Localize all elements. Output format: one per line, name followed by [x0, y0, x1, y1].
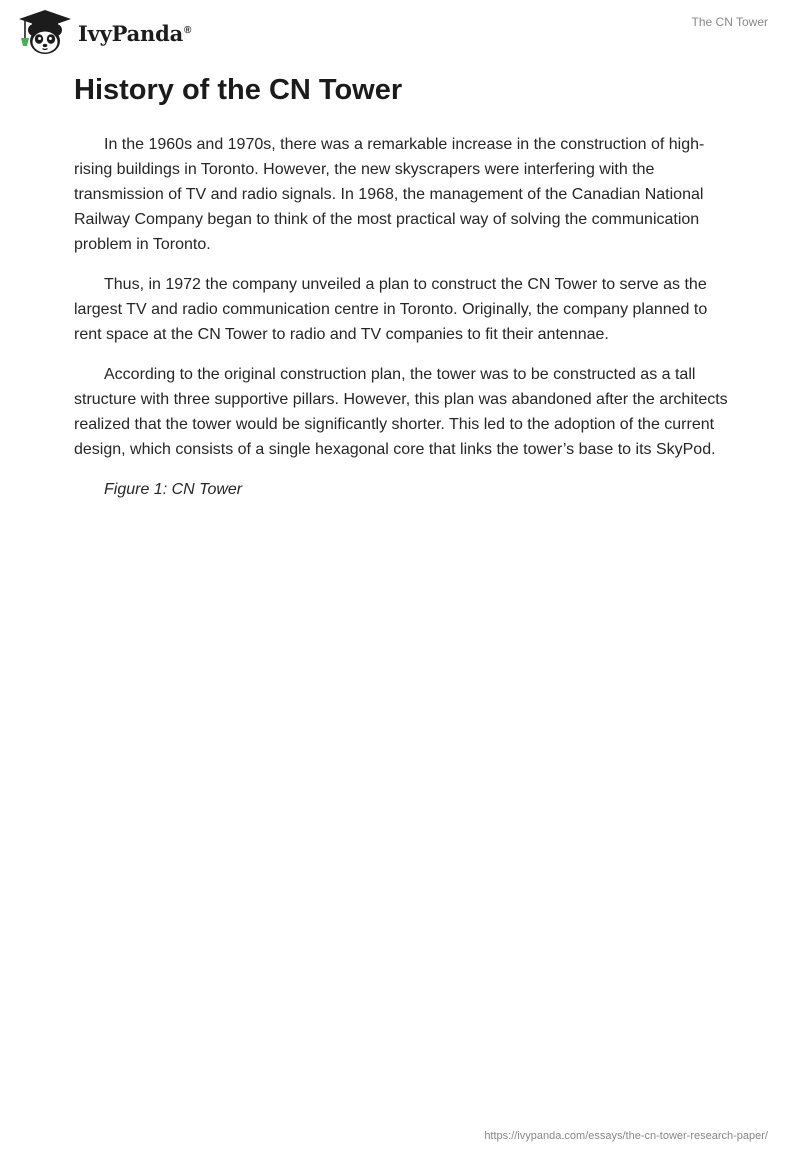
registered-mark: ®	[184, 24, 192, 36]
paragraph-2: Thus, in 1972 the company unveiled a plan to construct the CN Tower to serve as the largest TV and radio communication centre in Toronto. Originally, the company planned to rent space at the CN Tower to radio and TV companies to fit their antennae.	[74, 276, 708, 343]
page-header	[0, 0, 800, 60]
panda-graduate-icon	[16, 8, 74, 56]
article-body	[74, 72, 730, 517]
paragraph-1: In the 1960s and 1970s, there was a remarkable increase in the construction of high-rising buildings in Toronto. However, the new skyscrapers were interfering with the transmission of TV and radio signals. In 1968, the management of the Canadian National Railway Company began to think of the most practical way of solving the communication problem in Toronto.	[74, 136, 705, 253]
logo-wordmark: IvyPanda®	[78, 20, 192, 46]
figure-caption: Figure 1: CN Tower	[104, 481, 243, 498]
source-url[interactable]: https://ivypanda.com/essays/the-cn-tower-research-paper/	[484, 1130, 768, 1142]
page-title: History of the CN Tower	[74, 74, 403, 106]
ivypanda-logo[interactable]	[16, 8, 191, 56]
running-title: The CN Tower	[691, 15, 768, 29]
paragraph-3: According to the original construction plan, the tower was to be constructed as a tall structure with three supportive pillars. However, this plan was abandoned after the architects realized that the tower would be significantly shorter. This led to the adoption of the current design, which consists of a single hexagonal core that links the tower’s base to its SkyPod.	[74, 366, 728, 458]
